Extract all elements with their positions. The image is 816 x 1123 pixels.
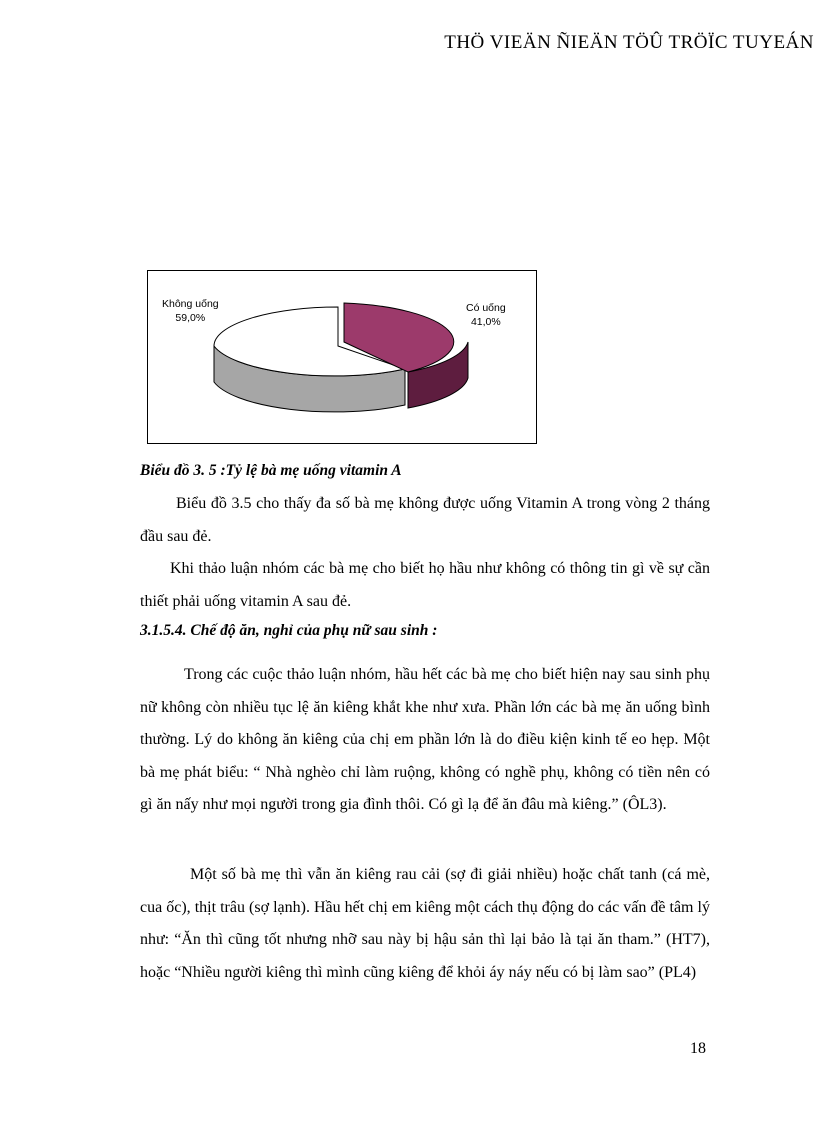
pie-chart [147,270,537,444]
paragraph-4: Một số bà mẹ thì vẫn ăn kiêng rau cải (sợ đi giải nhiều) hoặc chất tanh (cá mè, cua ốc), thịt trâu (sợ lạnh). Hầu hết chị em kiêng một cách thụ động do các vấn đề tâm lý như: “Ăn thì cũng tốt nhưng nhỡ sau này bị hậu sản thì lại bảo là tại ăn tham.” (HT7), hoặc “Nhiều người kiêng thì mình cũng kiêng để khỏi áy náy nếu có bị làm sao” (PL4) [140,866,710,981]
paragraph-1: Biểu đồ 3.5 cho thấy đa số bà mẹ không được uống Vitamin A trong vòng 2 tháng đầu sau đẻ. [140,495,710,545]
legend-co-uong-name: Có uống [466,302,506,314]
legend-khong-uong-name: Không uống [162,298,219,310]
legend-co-uong [466,301,506,329]
paragraph-3: Trong các cuộc thảo luận nhóm, hầu hết các bà mẹ cho biết hiện nay sau sinh phụ nữ không còn nhiều tục lệ ăn kiêng khắt khe như xưa. Phần lớn các bà mẹ ăn uống bình thường. Lý do không ăn kiêng của chị em phần lớn là do điều kiện kinh tế eo hẹp. Một bà mẹ phát biểu: “ Nhà nghèo chỉ làm ruộng, không có nghề phụ, không có tiền nên có gì ăn nấy như mọi người trong gia đình thôi. Có gì lạ để ăn đâu mà kiêng.” (ÔL3). [140,666,710,813]
chart-caption: Biểu đồ 3. 5 :Tỷ lệ bà mẹ uống vitamin A [140,462,402,479]
page-header: THÖ VIEÄN ÑIEÄN TÖÛ TRÖÏC TUYEÁN [444,32,814,53]
page-number: 18 [690,1040,706,1057]
legend-khong-uong [162,297,219,325]
legend-co-uong-value: 41,0% [470,316,501,328]
paragraph-2: Khi thảo luận nhóm các bà mẹ cho biết họ hầu như không có thông tin gì về sự cần thiết phải uống vitamin A sau đẻ. [140,560,710,610]
legend-khong-uong-value: 59,0% [175,312,206,324]
section-heading: 3.1.5.4. Chế độ ăn, nghỉ của phụ nữ sau sinh : [140,622,438,639]
